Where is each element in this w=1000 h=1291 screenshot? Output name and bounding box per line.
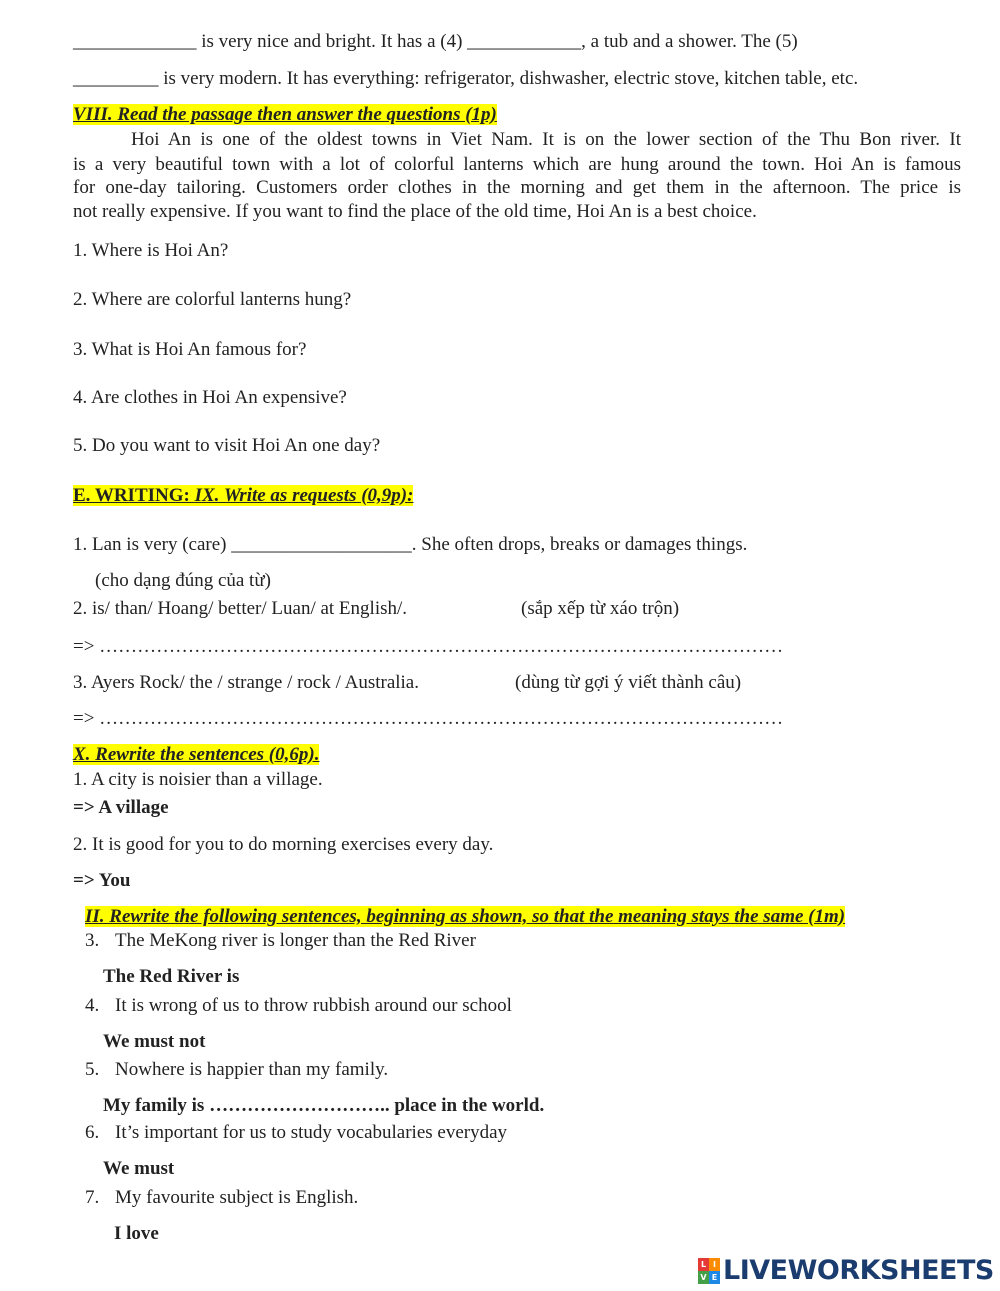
- list-item-prompt: My family is ……………………….. place in the world.: [103, 1095, 545, 1116]
- liveworksheets-logo-text: LIVEWORKSHEETS: [723, 1255, 994, 1286]
- list-item-prompt: We must: [103, 1158, 175, 1179]
- section-x-heading: X. Rewrite the sentences (0,6p).: [73, 744, 320, 765]
- question-1: 1. Where is Hoi An?: [73, 240, 229, 261]
- question-5: 5. Do you want to visit Hoi An one day?: [73, 435, 381, 456]
- fill-in-line-1: _____________ is very nice and bright. It has a (4) ____________, a tub and a shower. The (5): [73, 31, 798, 52]
- passage-line-3: for one-day tailoring. Customers order clothes in the morning and get them in the afternoon. The price is: [73, 177, 961, 198]
- list-item: 4. It is wrong of us to throw rubbish around our school: [85, 995, 512, 1016]
- list-item-prompt: The Red River is: [103, 966, 240, 987]
- list-item: 7. My favourite subject is English.: [85, 1187, 359, 1208]
- passage-line-4: not really expensive. If you want to find the place of the old time, Hoi An is a best choice.: [73, 201, 757, 222]
- list-item-prompt: We must not: [103, 1031, 206, 1052]
- liveworksheets-logo[interactable]: [698, 1255, 994, 1287]
- list-item: 6. It’s important for us to study vocabularies everyday: [85, 1122, 508, 1143]
- writing-item-1: 1. Lan is very (care) ___________________. She often drops, breaks or damages things.: [73, 534, 748, 555]
- rewrite-answer-2: => You: [73, 870, 131, 891]
- fill-in-line-2: _________ is very modern. It has everything: refrigerator, dishwasher, electric stove, kitchen table, etc.: [73, 68, 859, 89]
- writing-item-2-note: (sắp xếp từ xáo trộn): [521, 598, 680, 619]
- rewrite-answer-1: => A village: [73, 797, 169, 818]
- question-3: 3. What is Hoi An famous for?: [73, 339, 307, 360]
- liveworksheets-logo-icon: L I V E: [698, 1258, 720, 1284]
- writing-item-3-note: (dùng từ gợi ý viết thành câu): [515, 672, 742, 693]
- answer-line-2: => ………………………………………………………………………………………………: [73, 708, 784, 729]
- answer-line-1: => ………………………………………………………………………………………………: [73, 636, 784, 657]
- question-4: 4. Are clothes in Hoi An expensive?: [73, 387, 347, 408]
- section-ii-heading: II. Rewrite the following sentences, beginning as shown, so that the meaning stays the same (1m): [85, 906, 846, 927]
- section-viii-heading: VIII. Read the passage then answer the questions (1p): [73, 104, 497, 125]
- writing-item-1-note: (cho dạng đúng của từ): [95, 570, 271, 591]
- writing-item-2: 2. is/ than/ Hoang/ better/ Luan/ at English/.: [73, 598, 408, 619]
- rewrite-question-2: 2. It is good for you to do morning exercises every day.: [73, 834, 494, 855]
- passage-line-2: is a very beautiful town with a lot of colorful lanterns which are hung around the town. Hoi An is famous: [73, 154, 961, 175]
- passage-line-1: Hoi An is one of the oldest towns in Viet Nam. It is on the lower section of the Thu Bon river. It: [131, 129, 961, 150]
- writing-item-3: 3. Ayers Rock/ the / strange / rock / Australia.: [73, 672, 419, 693]
- list-item: 5. Nowhere is happier than my family.: [85, 1059, 389, 1080]
- rewrite-question-1: 1. A city is noisier than a village.: [73, 769, 323, 790]
- list-item-prompt: I love: [114, 1223, 159, 1244]
- section-e-heading: E. WRITING: IX. Write as requests (0,9p):: [73, 485, 414, 506]
- question-2: 2. Where are colorful lanterns hung?: [73, 289, 352, 310]
- list-item: 3. The MeKong river is longer than the Red River: [85, 930, 476, 951]
